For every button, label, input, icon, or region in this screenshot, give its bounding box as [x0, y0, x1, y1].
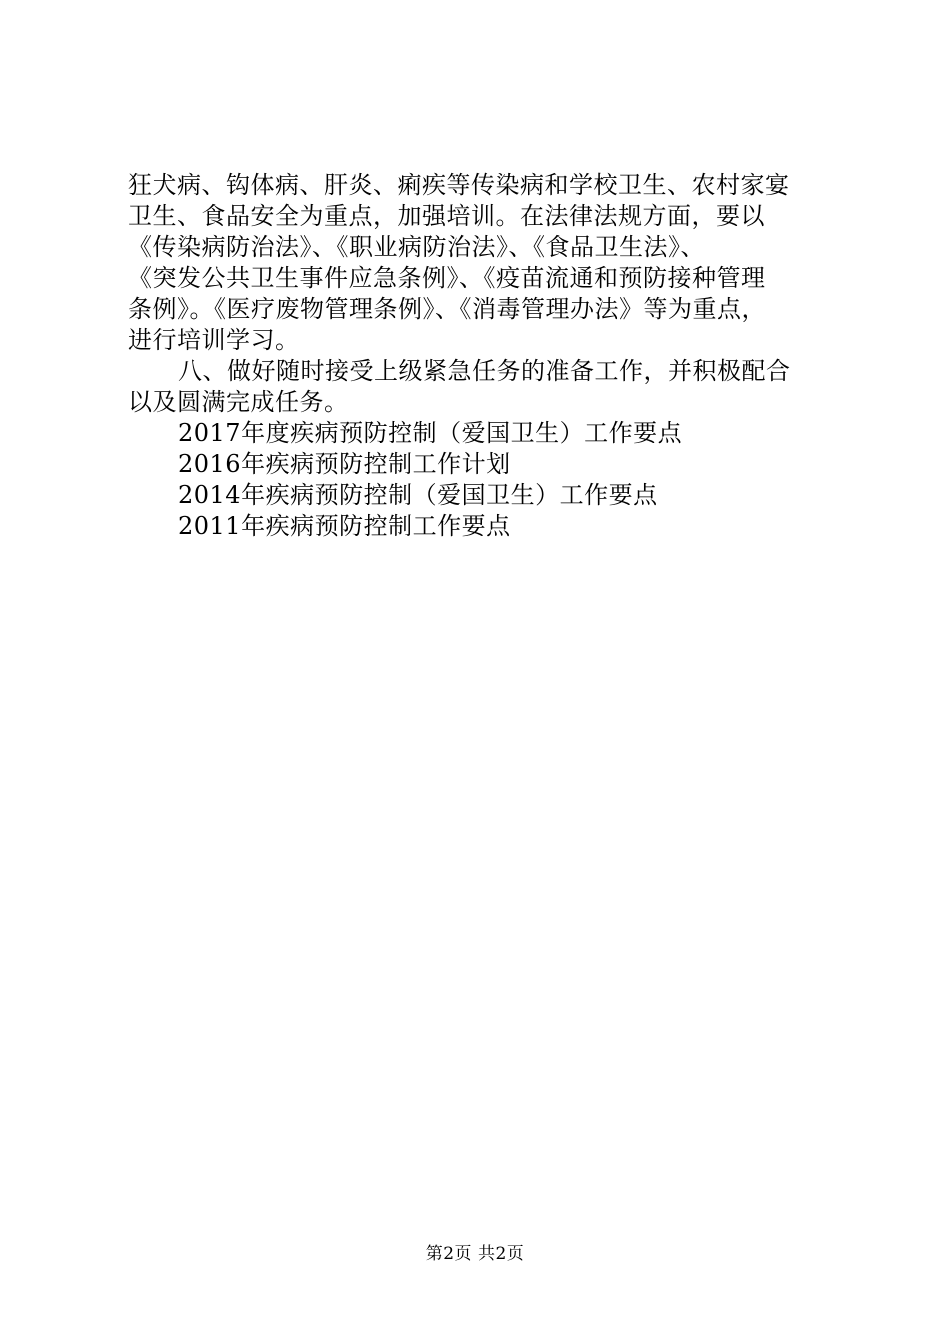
paragraph-line: 狂犬病、钩体病、肝炎、痢疾等传染病和学校卫生、农村家宴: [128, 171, 790, 199]
related-title: 2017年度疾病预防控制（爱国卫生）工作要点: [178, 419, 683, 447]
related-title: 2011年疾病预防控制工作要点: [178, 512, 511, 540]
paragraph-line: 卫生、食品安全为重点，加强培训。在法律法规方面，要以: [128, 202, 765, 230]
page-footer: 第2页 共2页: [425, 1244, 525, 1264]
section-eight-line: 八、做好随时接受上级紧急任务的准备工作，并积极配合: [178, 357, 791, 385]
paragraph-line: 条例》。《医疗废物管理条例》、《消毒管理办法》等为重点，: [128, 295, 766, 323]
paragraph-line: 以及圆满完成任务。: [128, 388, 349, 416]
related-title: 2014年疾病预防控制（爱国卫生）工作要点: [178, 481, 658, 509]
paragraph-line: 《突发公共卫生事件应急条例》、《疫苗流通和预防接种管理: [128, 264, 766, 292]
paragraph-line: 进行培训学习。: [128, 326, 300, 354]
document-body: [128, 170, 840, 542]
related-title: 2016年疾病预防控制工作计划: [178, 450, 511, 478]
paragraph-line: 《传染病防治法》、《职业病防治法》、《食品卫生法》、: [128, 233, 705, 261]
